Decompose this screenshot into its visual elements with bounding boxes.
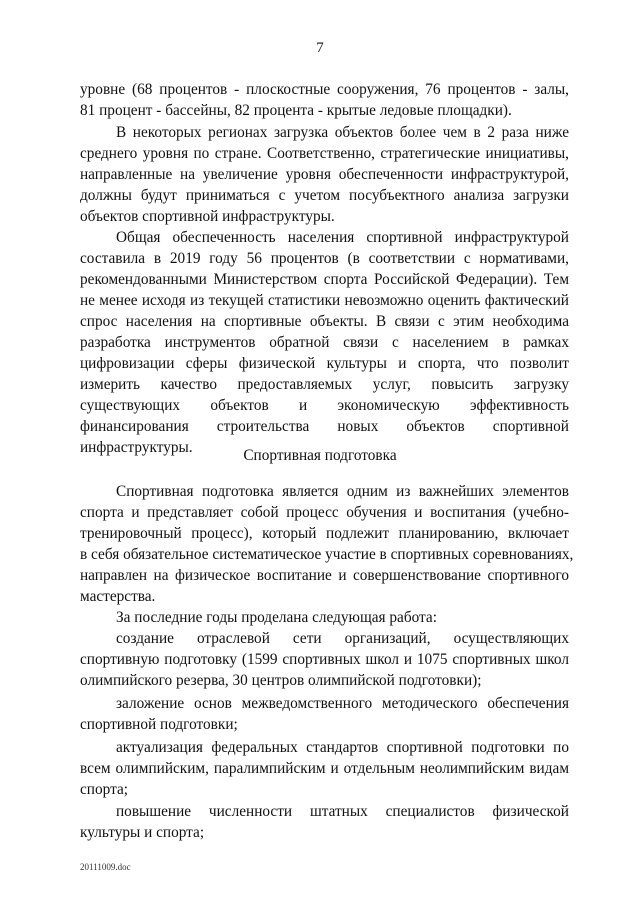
- text-line: актуализация федеральных стандартов спортивной подготовки по: [116, 739, 569, 756]
- text-line: мастерства.: [80, 588, 156, 605]
- text-line: направленные на увеличение уровня обеспеченности инфраструктурой,: [80, 166, 569, 183]
- text-line: не менее исходя из текущей статистики невозможно оценить фактический: [80, 292, 569, 309]
- text-line: должны будут приниматься с учетом посубъектного анализа загрузки: [80, 187, 569, 204]
- text-line: уровне (68 процентов - плоскостные сооружения, 76 процентов - залы,: [80, 81, 569, 98]
- text-line: направлен на физическое воспитание и совершенствование спортивного: [80, 567, 569, 584]
- text-line: разработка инструментов обратной связи с населением в рамках: [80, 334, 569, 351]
- text-line: рекомендованными Министерством спорта Российской Федерации). Тем: [80, 271, 569, 288]
- text-line: составила в 2019 году 56 процентов (в соответствии с нормативами,: [80, 250, 569, 267]
- text-line: 81 процент - бассейны, 82 процента - крытые ледовые площадки).: [80, 102, 512, 119]
- text-line: спрос населения на спортивные объекты. В связи с этим необходима: [80, 313, 569, 330]
- text-line: Спортивная подготовка является одним из важнейших элементов: [116, 483, 569, 500]
- page-number: 7: [316, 40, 324, 56]
- text-line: тренировочный процесс), который подлежит планированию, включает: [80, 525, 569, 542]
- section-heading: Спортивная подготовка: [243, 447, 397, 464]
- text-line: финансирования строительства новых объектов спортивной: [80, 418, 569, 435]
- text-line: спортивной подготовки;: [80, 716, 238, 733]
- text-line: инфраструктуры.: [80, 439, 193, 456]
- text-line: всем олимпийским, паралимпийским и отдельным неолимпийским видам: [80, 760, 569, 777]
- text-line: объектов спортивной инфраструктуры.: [80, 208, 335, 225]
- text-line: заложение основ межведомственного методического обеспечения: [116, 695, 569, 712]
- footer-filename: 20111009.doc: [80, 862, 131, 872]
- text-line: повышение численности штатных специалистов физической: [116, 803, 569, 820]
- text-line: В некоторых регионах загрузка объектов более чем в 2 раза ниже: [116, 124, 569, 141]
- text-line: существующих объектов и экономическую эффективность: [80, 397, 569, 414]
- text-line: За последние годы проделана следующая работа:: [116, 609, 437, 626]
- text-line: измерить качество предоставляемых услуг, повысить загрузку: [80, 376, 569, 393]
- text-line: спорта и представляет собой процесс обучения и воспитания (учебно-: [80, 504, 569, 521]
- text-line: культуры и спорта;: [80, 824, 205, 841]
- text-line: среднего уровня по стране. Соответственно, стратегические инициативы,: [80, 145, 569, 162]
- text-line: создание отраслевой сети организаций, осуществляющих: [116, 630, 569, 647]
- text-line: спорта;: [80, 781, 128, 798]
- text-line: олимпийского резерва, 30 центров олимпийской подготовки);: [80, 672, 482, 689]
- text-line: цифровизации сферы физической культуры и спорта, что позволит: [80, 355, 569, 372]
- text-line: в себя обязательное систематическое участие в спортивных соревнованиях,: [80, 546, 574, 563]
- text-line: Общая обеспеченность населения спортивной инфраструктурой: [116, 229, 569, 246]
- text-line: спортивную подготовку (1599 спортивных школ и 1075 спортивных школ: [80, 651, 569, 668]
